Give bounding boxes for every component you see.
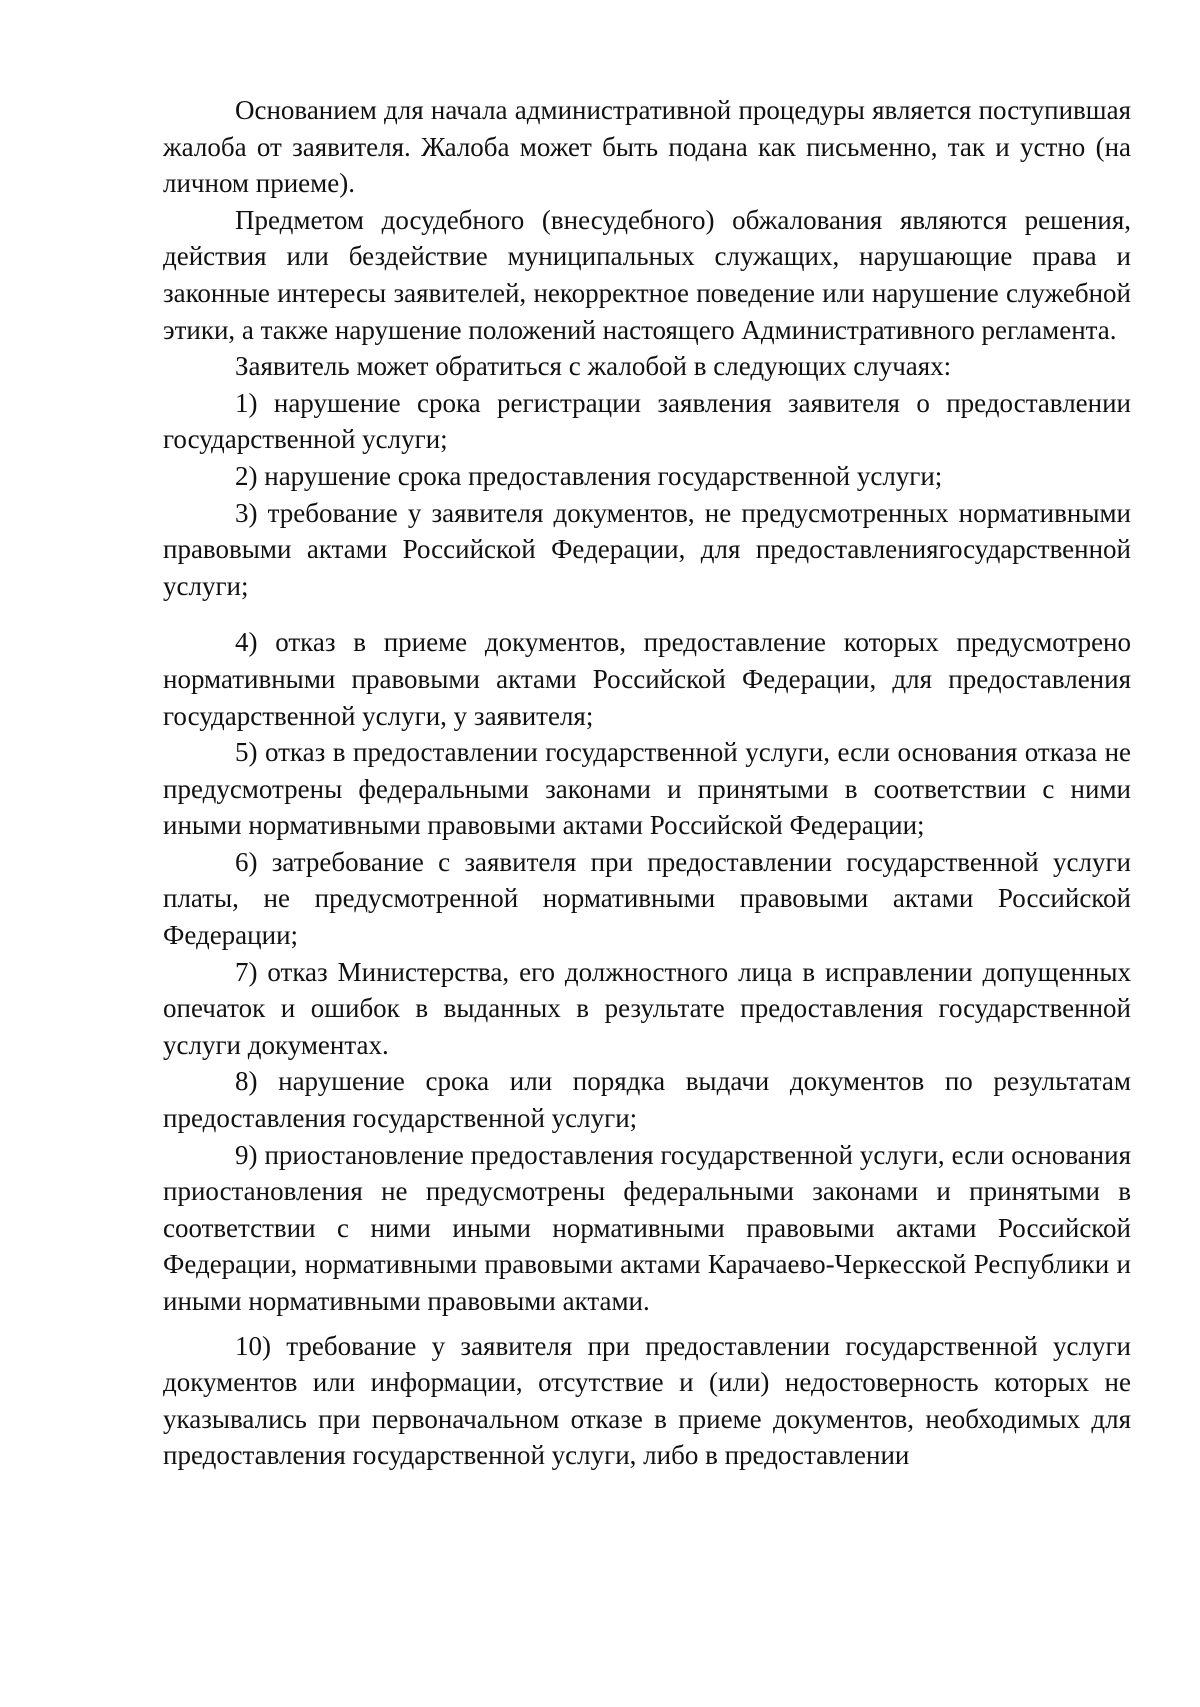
document-text	[163, 92, 1131, 1474]
spacer	[163, 604, 1131, 624]
list-item-9: 9) приостановление предоставления государственной услуги, если основания приостановления не предусмотрены федеральными законами и принятыми в соответствии с ними иными нормативными правовыми актами Российской Федерации, нормативными правовыми актами Карачаево-Черкесской Республики и иными нормативными правовыми актами.	[163, 1139, 1131, 1316]
list-item-8: 8) нарушение срока или порядка выдачи документов по результатам предоставления государственной услуги;	[163, 1066, 1131, 1134]
spacer-small	[163, 1320, 1131, 1328]
paragraph-subject: Предметом досудебного (внесудебного) обжалования являются решения, действия или бездействие муниципальных служащих, нарушающие права и законные интересы заявителей, некорректное поведение или нарушение служебной этики, а также нарушение положений настоящего Административного регламента.	[163, 204, 1131, 345]
paragraph-cases-intro: Заявитель может обратиться с жалобой в следующих случаях:	[235, 351, 952, 382]
list-item-5: 5) отказ в предоставлении государственной услуги, если основания отказа не предусмотрены федеральными законами и принятыми в соответствии с ними иными нормативными правовыми актами Российской Федерации;	[163, 737, 1131, 841]
list-item-4: 4) отказ в приеме документов, предоставление которых предусмотрено нормативными правовыми актами Российской Федерации, для предоставления государственной услуги, у заявителя;	[163, 627, 1131, 731]
paragraph-basis: Основанием для начала административной процедуры является поступившая жалоба от заявителя. Жалоба может быть подана как письменно, так и устно (на личном приеме).	[163, 95, 1131, 199]
list-item-10: 10) требование у заявителя при предоставлении государственной услуги документов или информации, отсутствие и (или) недостоверность которых не указывались при первоначальном отказе в приеме документов, необходимых для предоставления государственной услуги, либо в предоставлении	[163, 1330, 1131, 1471]
list-item-6: 6) затребование с заявителя при предоставлении государственной услуги платы, не предусмотренной нормативными правовыми актами Российской Федерации;	[163, 846, 1131, 951]
list-item-2: 2) нарушение срока предоставления государственной услуги;	[235, 460, 943, 491]
list-item-7: 7) отказ Министерства, его должностного лица в исправлении допущенных опечаток и ошибок в выданных в результате предоставления государственной услуги документах.	[163, 956, 1131, 1060]
list-item-1: 1) нарушение срока регистрации заявления заявителя о предоставлении государственной услуги;	[163, 387, 1131, 455]
list-item-3: 3) требование у заявителя документов, не предусмотренных нормативными правовыми актами Российской Федерации, для предоставлениягосударственной услуги;	[163, 497, 1131, 601]
